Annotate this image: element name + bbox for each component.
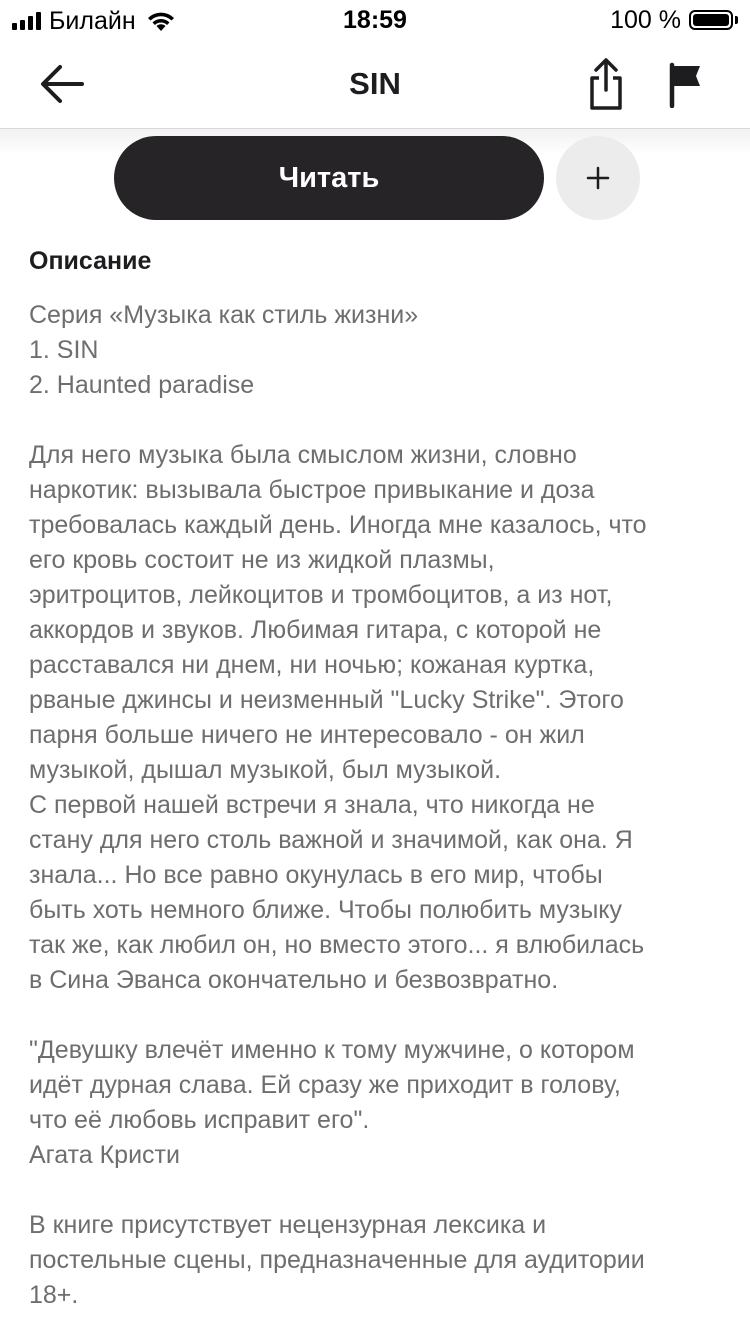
description-line: "Девушку влечёт именно к тому мужчине, о котором xyxy=(29,1036,635,1064)
description-line: 1. SIN xyxy=(29,336,99,364)
description-line: требовалась каждый день. Иногда мне казалось, что xyxy=(29,511,647,539)
nav-bar xyxy=(0,40,750,129)
description-line: Агата Кристи xyxy=(29,1141,180,1169)
description-line: Для него музыка была смыслом жизни, словно xyxy=(29,441,577,469)
paragraph-gap xyxy=(29,998,729,1033)
description-line: музыкой, дышал музыкой, был музыкой. xyxy=(29,756,502,784)
description-heading: Описание xyxy=(29,247,152,275)
battery-icon xyxy=(689,10,733,30)
read-button[interactable]: Читать xyxy=(114,136,544,220)
description-line: рваные джинсы и неизменный "Lucky Strike". Этого xyxy=(29,686,624,714)
description-line: 2. Haunted paradise xyxy=(29,371,255,399)
description-line: парня больше ничего не интересовало - он жил xyxy=(29,721,585,749)
description-line: стану для него столь важной и значимой, как она. Я xyxy=(29,826,633,854)
description-line: знала... Но все равно окунулась в его мир, чтобы xyxy=(29,861,603,889)
description-line: быть хоть немного ближе. Чтобы полюбить музыку xyxy=(29,896,623,924)
description-line: аккордов и звуков. Любимая гитара, с которой не xyxy=(29,616,602,644)
description-line: 18+. xyxy=(29,1281,79,1309)
battery-nub xyxy=(735,16,738,24)
status-bar xyxy=(0,0,750,40)
status-time: 18:59 xyxy=(343,6,407,34)
battery-fill xyxy=(693,14,729,26)
description-line: Серия «Музыка как стиль жизни» xyxy=(29,301,419,329)
share-icon[interactable] xyxy=(584,56,628,112)
plus-icon xyxy=(556,136,640,220)
add-label: + xyxy=(556,136,557,137)
status-right xyxy=(610,5,738,35)
flag-icon[interactable] xyxy=(666,62,706,108)
description-line: в Сина Эванса окончательно и безвозвратно. xyxy=(29,966,559,994)
description-line: так же, как любил он, но вместо этого... я влюбилась xyxy=(29,931,645,959)
paragraph-gap xyxy=(29,1173,729,1208)
battery-percent: 100 % xyxy=(610,6,681,34)
description-line: идёт дурная слава. Ей сразу же приходит в голову, xyxy=(29,1071,621,1099)
description-text xyxy=(29,298,729,1313)
description-line: эритроцитов, лейкоцитов и тромбоцитов, а из нот, xyxy=(29,581,613,609)
description-line: наркотик: вызывала быстрое привыкание и доза xyxy=(29,476,595,504)
add-button[interactable] xyxy=(556,136,640,220)
description-line: что её любовь исправит его". xyxy=(29,1106,370,1134)
paragraph-gap xyxy=(29,403,729,438)
description-line: С первой нашей встречи я знала, что никогда не xyxy=(29,791,595,819)
description-line: его кровь состоит не из жидкой плазмы, xyxy=(29,546,495,574)
description-line: В книге присутствует нецензурная лексика и xyxy=(29,1211,547,1239)
page-title: SIN xyxy=(349,66,401,101)
description-line: постельные сцены, предназначенные для аудитории xyxy=(29,1246,645,1274)
carrier-name: Билайн xyxy=(49,7,136,35)
description-line: расставался ни днем, ни ночью; кожаная куртка, xyxy=(29,651,595,679)
